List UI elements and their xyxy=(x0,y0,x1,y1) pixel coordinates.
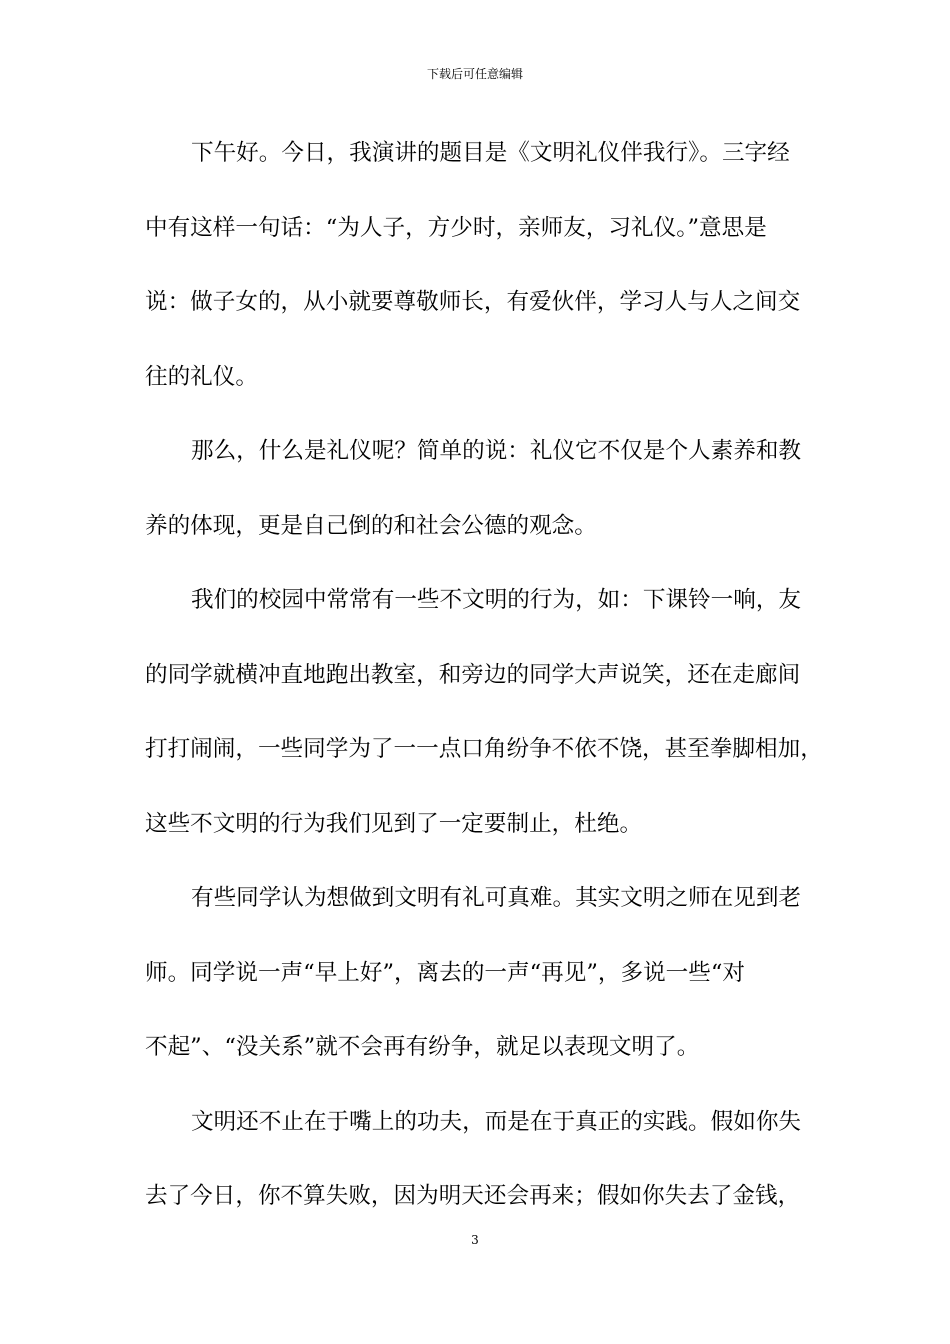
text-line: 我们的校园中常常有一些不文明的行为，如：下课铃一响，友 xyxy=(191,587,802,613)
text-line: 文明还不止在于嘴上的功夫，而是在于真正的实践。假如你失 xyxy=(191,1108,802,1135)
document-body xyxy=(145,130,830,1248)
page-header: 下载后可任意编辑 xyxy=(426,67,523,81)
text-line: 养的体现，更是自己倒的和社会公德的观念。 xyxy=(145,512,597,539)
text-line: 有些同学认为想做到文明有礼可真难。其实文明之师在见到老 xyxy=(191,885,802,911)
text-line: 下午好。今日，我演讲的题目是《文明礼仪伴我行》。三字经 xyxy=(191,140,790,166)
text-line: 师。同学说一声“早上好”，离去的一声“再见”，多说一些“对 xyxy=(145,959,746,986)
text-line: 打打闹闹，一些同学为了一一点口角纷争不依不饶，甚至拳脚相加， xyxy=(145,736,823,762)
text-line: 中有这样一句话：“为人子，方少时，亲师友，习礼仪。”意思是 xyxy=(145,214,767,241)
text-line: 说：做子女的，从小就要尊敬师长，有爱伙伴，学习人与人之间交 xyxy=(145,289,801,315)
text-line: 不起”、“没关系”就不会再有纷争，就足以表现文明了。 xyxy=(145,1034,700,1060)
text-line: 那么，什么是礼仪呢？简单的说：礼仪它不仅是个人素养和教 xyxy=(191,438,802,464)
text-line: 往的礼仪。 xyxy=(145,363,258,390)
text-line: 这些不文明的行为我们见到了一定要制止，杜绝。 xyxy=(145,810,643,837)
text-line: 的同学就横冲直地跑出教室，和旁边的同学大声说笑，还在走廊间 xyxy=(145,661,801,688)
page-number: 3 xyxy=(471,1233,479,1247)
text-line: 去了今日，你不算失败，因为明天还会再来；假如你失去了金钱， xyxy=(145,1183,801,1209)
